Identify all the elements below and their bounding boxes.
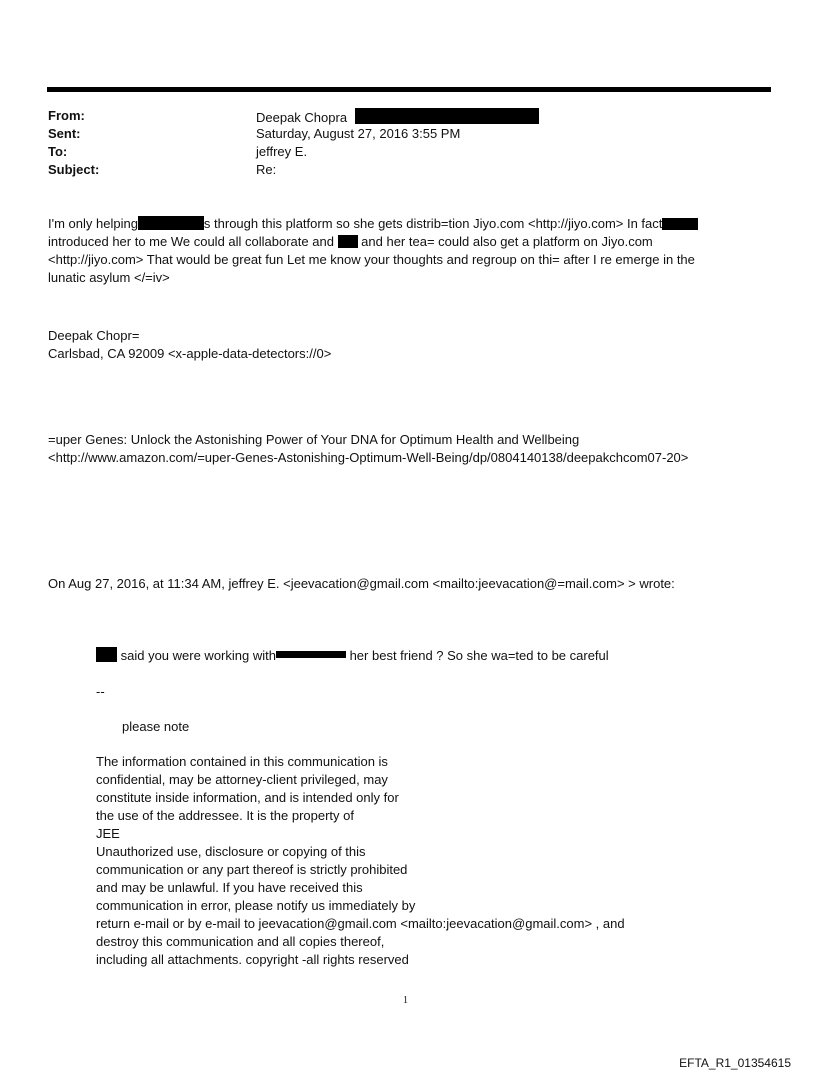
redaction-bar — [355, 108, 539, 124]
redaction-bar — [662, 218, 698, 230]
body-text: I'm only helping — [48, 216, 138, 231]
to-value: jeffrey E. — [256, 144, 308, 159]
quote-intro: On Aug 27, 2016, at 11:34 AM, jeffrey E. <jeevacation@gmail.com <mailto:jeevacation@=mail.com> > wrote: — [48, 576, 675, 591]
please-note: please note — [122, 719, 190, 734]
disclaimer-line: communication in error, please notify us immediately by — [96, 898, 416, 913]
disclaimer-line: return e-mail or by e-mail to jeevacation@gmail.com <mailto:jeevacation@gmail.com> , and — [96, 916, 625, 931]
body-text: said you were working with — [117, 648, 276, 663]
subject-label: Subject: — [48, 162, 100, 177]
from-name: Deepak Chopra — [256, 110, 348, 125]
disclaimer-line: JEE — [96, 826, 120, 841]
body-text: and her tea= could also get a platform on Jiyo.com — [357, 234, 653, 249]
from-value — [256, 108, 539, 125]
page-number: 1 — [403, 995, 408, 1006]
redaction-bar — [338, 235, 358, 248]
body-text: her best friend ? So she wa=ted to be careful — [345, 648, 609, 663]
book-title: =uper Genes: Unlock the Astonishing Power of Your DNA for Optimum Health and Wellbeing — [48, 432, 580, 447]
disclaimer-line: Unauthorized use, disclosure or copying of this — [96, 844, 366, 859]
dashes: -- — [96, 684, 105, 699]
body-text: s through this platform so she gets distrib=tion Jiyo.com <http://jiyo.com> In fact — [203, 216, 663, 231]
signature-address: Carlsbad, CA 92009 <x-apple-data-detectors://0> — [48, 346, 332, 361]
disclaimer-line: confidential, may be attorney-client privileged, may — [96, 772, 388, 787]
book-link[interactable]: <http://www.amazon.com/=uper-Genes-Astonishing-Optimum-Well-Being/dp/0804140138/deepakchcom07-20> — [48, 450, 689, 465]
body-text: introduced her to me We could all collaborate and — [48, 234, 334, 249]
body-line-1 — [48, 215, 698, 233]
redaction-bar — [276, 651, 346, 658]
body-line-2 — [48, 233, 653, 251]
from-label: From: — [48, 108, 85, 123]
subject-value: Re: — [256, 162, 277, 177]
signature-name: Deepak Chopr= — [48, 328, 140, 343]
disclaimer-line: communication or any part thereof is strictly prohibited — [96, 862, 408, 877]
sent-label: Sent: — [48, 126, 81, 141]
disclaimer-line: The information contained in this communication is — [96, 754, 388, 769]
sent-value: Saturday, August 27, 2016 3:55 PM — [256, 126, 461, 141]
disclaimer-line: and may be unlawful. If you have received this — [96, 880, 363, 895]
body-line-3: <http://jiyo.com> That would be great fun Let me know your thoughts and regroup on thi= after I re emerge in the — [48, 252, 695, 267]
to-label: To: — [48, 144, 68, 159]
disclaimer-line: destroy this communication and all copies thereof, — [96, 934, 385, 949]
redaction-bar — [96, 647, 117, 662]
quoted-message — [96, 647, 609, 665]
disclaimer-line: constitute inside information, and is intended only for — [96, 790, 399, 805]
disclaimer — [96, 753, 625, 969]
disclaimer-line: including all attachments. copyright -all rights reserved — [96, 952, 409, 967]
redaction-bar — [138, 216, 204, 230]
header-rule — [47, 87, 771, 92]
body-line-4: lunatic asylum </=iv> — [48, 270, 170, 285]
bates-number: EFTA_R1_01354615 — [679, 1056, 791, 1070]
disclaimer-line: the use of the addressee. It is the property of — [96, 808, 354, 823]
